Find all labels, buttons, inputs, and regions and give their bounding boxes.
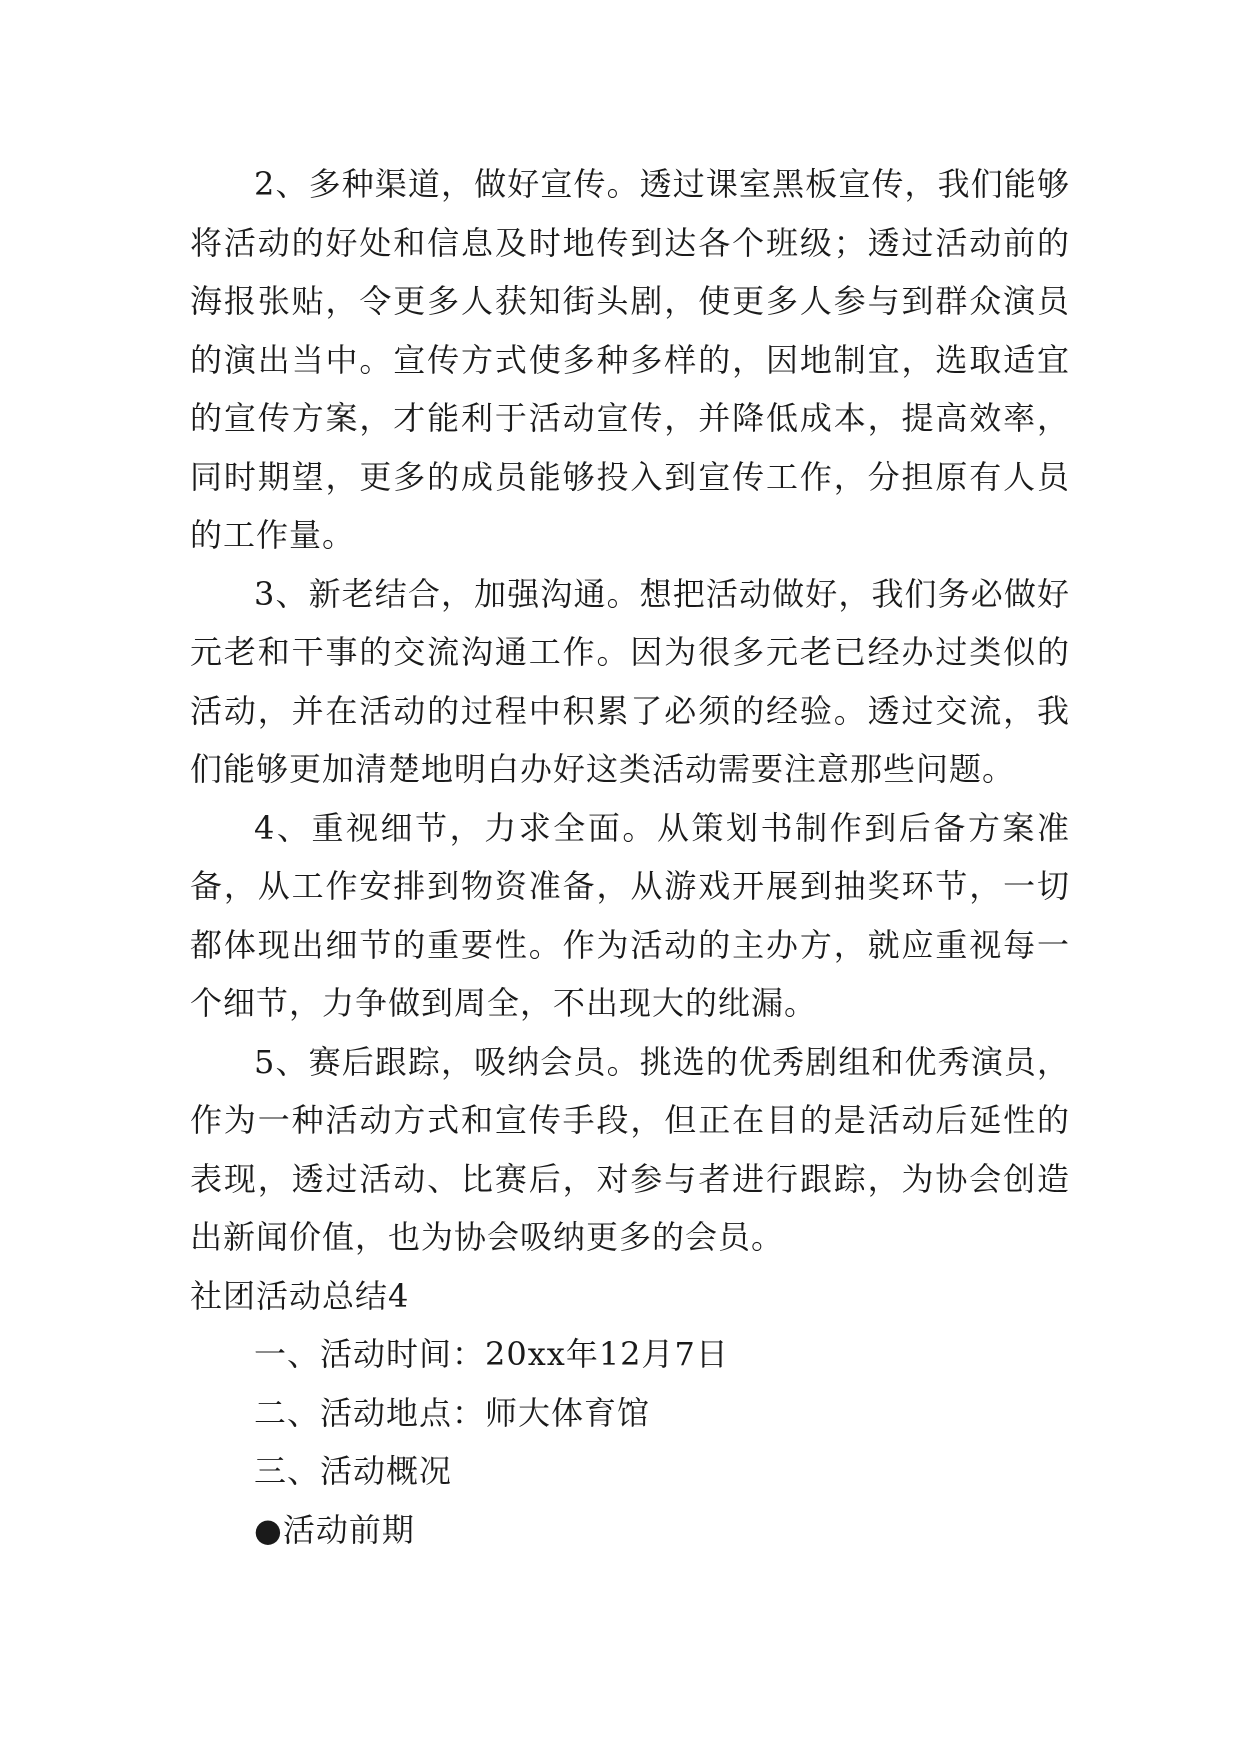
activity-early-stage: ●活动前期 <box>254 1510 415 1549</box>
document-page <box>190 155 1070 1559</box>
paragraph-details: 4、重视细节，力求全面。从策划书制作到后备方案准备，从工作安排到物资准备，从游戏开展到抽奖环节，一切都体现出细节的重要性。作为活动的主办方，就应重视每一个细节，力争做到周全，不出现大的纰漏。 <box>190 808 1070 1022</box>
activity-overview: 三、活动概况 <box>254 1452 453 1490</box>
paragraph-publicity: 2、多种渠道，做好宣传。透过课室黑板宣传，我们能够将活动的好处和信息及时地传到达各个班级；透过活动前的海报张贴，令更多人获知街头剧，使更多人参与到群众演员的演出当中。宣传方式使多种多样的，因地制宜，选取适宜的宣传方案，才能利于活动宣传，并降低成本，提高效率，同时期望，更多的成员能够投入到宣传工作，分担原有人员的工作量。 <box>190 165 1070 554</box>
activity-location: 二、活动地点：师大体育馆 <box>254 1393 651 1432</box>
paragraph-follow-up: 5、赛后跟踪，吸纳会员。挑选的优秀剧组和优秀演员，作为一种活动方式和宣传手段，但正在目的是活动后延性的表现，透过活动、比赛后，对参与者进行跟踪，为协会创造出新闻价值，也为协会吸纳更多的会员。 <box>190 1042 1070 1256</box>
paragraph-communication: 3、新老结合，加强沟通。想把活动做好，我们务必做好元老和干事的交流沟通工作。因为很多元老已经办过类似的活动，并在活动的过程中积累了必须的经验。透过交流，我们能够更加清楚地明白办好这类活动需要注意那些问题。 <box>190 574 1070 788</box>
section-title: 社团活动总结4 <box>190 1276 410 1315</box>
activity-time: 一、活动时间：20xx年12月7日 <box>254 1335 729 1373</box>
